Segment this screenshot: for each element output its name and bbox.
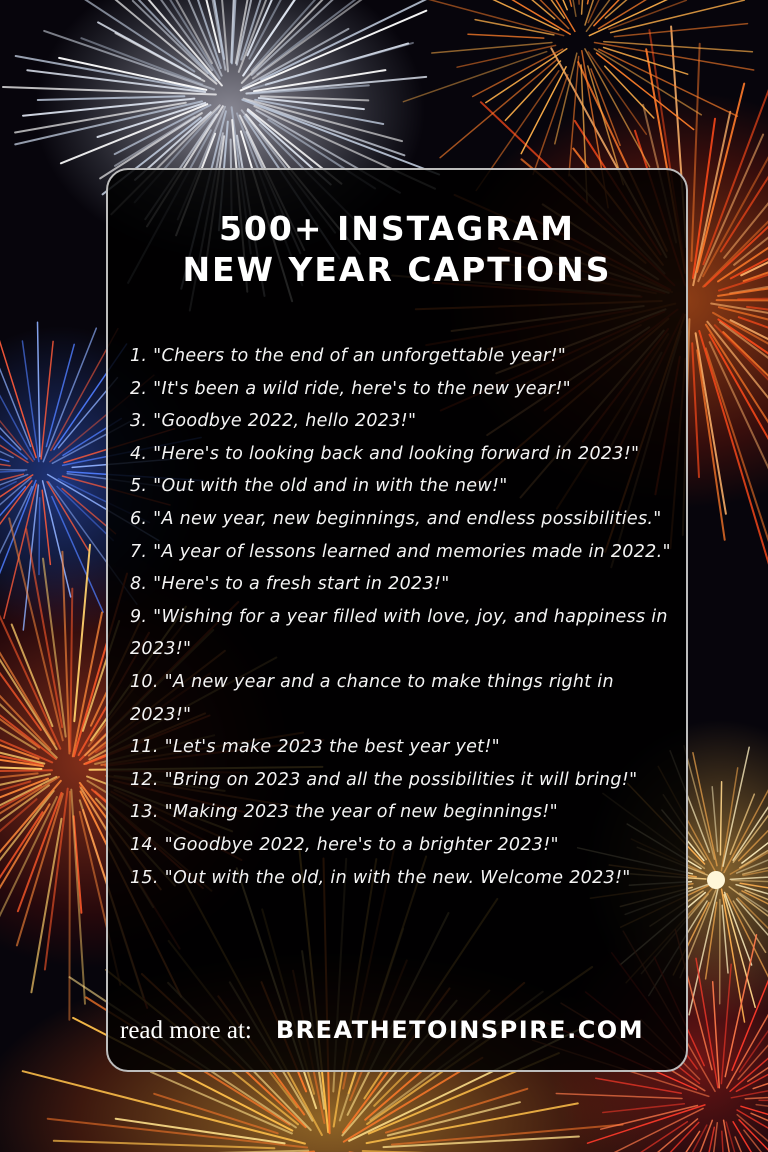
firework-spark	[432, 43, 552, 54]
firework-spark	[457, 45, 555, 67]
firework-spark	[692, 44, 700, 261]
caption-item: 9. "Wishing for a year filled with love, joy, and happiness in 2023!"	[130, 606, 668, 660]
title-line-2: NEW YEAR CAPTIONS	[182, 250, 612, 289]
firework-spark	[706, 902, 717, 979]
firework-spark	[723, 747, 749, 866]
firework-spark	[81, 38, 202, 84]
firework-spark	[696, 333, 726, 514]
firework-spark	[759, 1100, 768, 1101]
footer	[120, 1016, 644, 1052]
firework-spark	[505, 61, 560, 120]
firework-spark	[70, 589, 72, 752]
firework-spark	[623, 1122, 687, 1152]
firework-spark	[730, 811, 768, 874]
firework-spark	[54, 1141, 275, 1148]
caption-item: 11. "Let's make 2023 the best year yet!"	[130, 737, 500, 758]
firework-spark	[697, 350, 724, 540]
caption-item: 10. "A new year and a chance to make things right in 2023!"	[130, 671, 614, 725]
website-link[interactable]: BREATHETOINSPIRE.COM	[275, 1016, 645, 1044]
firework-spark	[744, 1130, 768, 1152]
firework-spark	[588, 0, 606, 4]
firework-spark	[47, 482, 88, 551]
title-line-1: 500+ INSTAGRAM	[218, 209, 576, 248]
caption-item: 4. "Here's to looking back and looking forward in 2023!"	[130, 443, 640, 464]
firework-spark	[753, 1053, 768, 1089]
firework-spark	[614, 24, 747, 37]
firework-spark	[588, 52, 646, 134]
firework-spark	[576, 0, 579, 4]
firework-spark	[69, 792, 70, 1020]
firework-spark	[43, 328, 96, 462]
firework-spark	[585, 49, 650, 167]
captions-card	[106, 168, 688, 1072]
firework-spark	[42, 490, 50, 564]
firework-spark	[569, 57, 579, 176]
firework-spark	[74, 545, 90, 722]
firework-spark	[38, 322, 40, 456]
firework-spark	[3, 87, 216, 95]
firework-spark	[38, 96, 185, 100]
firework-spark	[23, 99, 194, 116]
firework-spark	[724, 149, 768, 258]
firework-spark	[251, 43, 413, 89]
firework-spark	[597, 53, 694, 129]
firework-spark	[713, 982, 720, 1088]
captions-list	[130, 340, 675, 894]
firework-spark	[721, 964, 731, 1083]
firework-spark	[596, 1078, 681, 1093]
caption-item: 3. "Goodbye 2022, hello 2023!"	[130, 411, 417, 432]
caption-item: 15. "Out with the old, in with the new. Welcome 2023!"	[130, 867, 631, 888]
firework-spark	[0, 323, 36, 457]
caption-item: 14. "Goodbye 2022, here's to a brighter 2023!"	[130, 834, 559, 855]
firework-spark	[52, 497, 103, 613]
caption-item: 2. "It's been a wild ride, here's to the new year!"	[130, 378, 572, 399]
firework-spark	[604, 42, 753, 52]
firework-spark	[601, 1106, 698, 1130]
firework-spark	[0, 487, 25, 561]
firework-spark	[556, 1094, 682, 1099]
firework-spark	[0, 770, 52, 772]
firework-spark	[59, 58, 206, 90]
firework-spark	[39, 498, 40, 575]
firework-spark	[533, 75, 568, 175]
firework-spark	[9, 518, 63, 740]
caption-item: 7. "A year of lessons learned and memories made in 2022."	[130, 541, 671, 562]
firework-spark	[732, 880, 768, 883]
page-title	[108, 208, 686, 290]
caption-item: 12. "Bring on 2023 and all the possibilities it will bring!"	[130, 769, 638, 790]
firework-spark	[590, 1108, 704, 1152]
firework-spark	[692, 343, 699, 477]
caption-item: 13. "Making 2023 the year of new beginnings!"	[130, 802, 558, 823]
firework-spark	[392, 1125, 623, 1145]
firework-spark	[440, 59, 557, 157]
firework-spark	[26, 529, 62, 727]
caption-item: 5. "Out with the old and in with the new!"	[130, 476, 508, 497]
caption-item: 1. "Cheers to the end of an unforgettable year!"	[130, 346, 567, 366]
firework-spark	[712, 787, 717, 852]
firework-spark	[468, 34, 544, 38]
firework-spark	[599, 0, 739, 29]
firework-spark	[722, 905, 728, 973]
read-more-label: read more at:	[120, 1017, 252, 1044]
firework-spark	[738, 296, 768, 300]
firework-spark	[717, 300, 768, 301]
firework-spark	[720, 782, 721, 855]
firework-spark	[199, 0, 224, 59]
caption-item: 8. "Here's to a fresh start in 2023!"	[130, 574, 450, 595]
firework-glow	[707, 871, 725, 889]
firework-spark	[722, 768, 738, 871]
caption-item: 6. "A new year, new beginnings, and endless possibilities."	[130, 508, 662, 529]
firework-spark	[0, 469, 27, 470]
firework-spark	[739, 1120, 768, 1152]
